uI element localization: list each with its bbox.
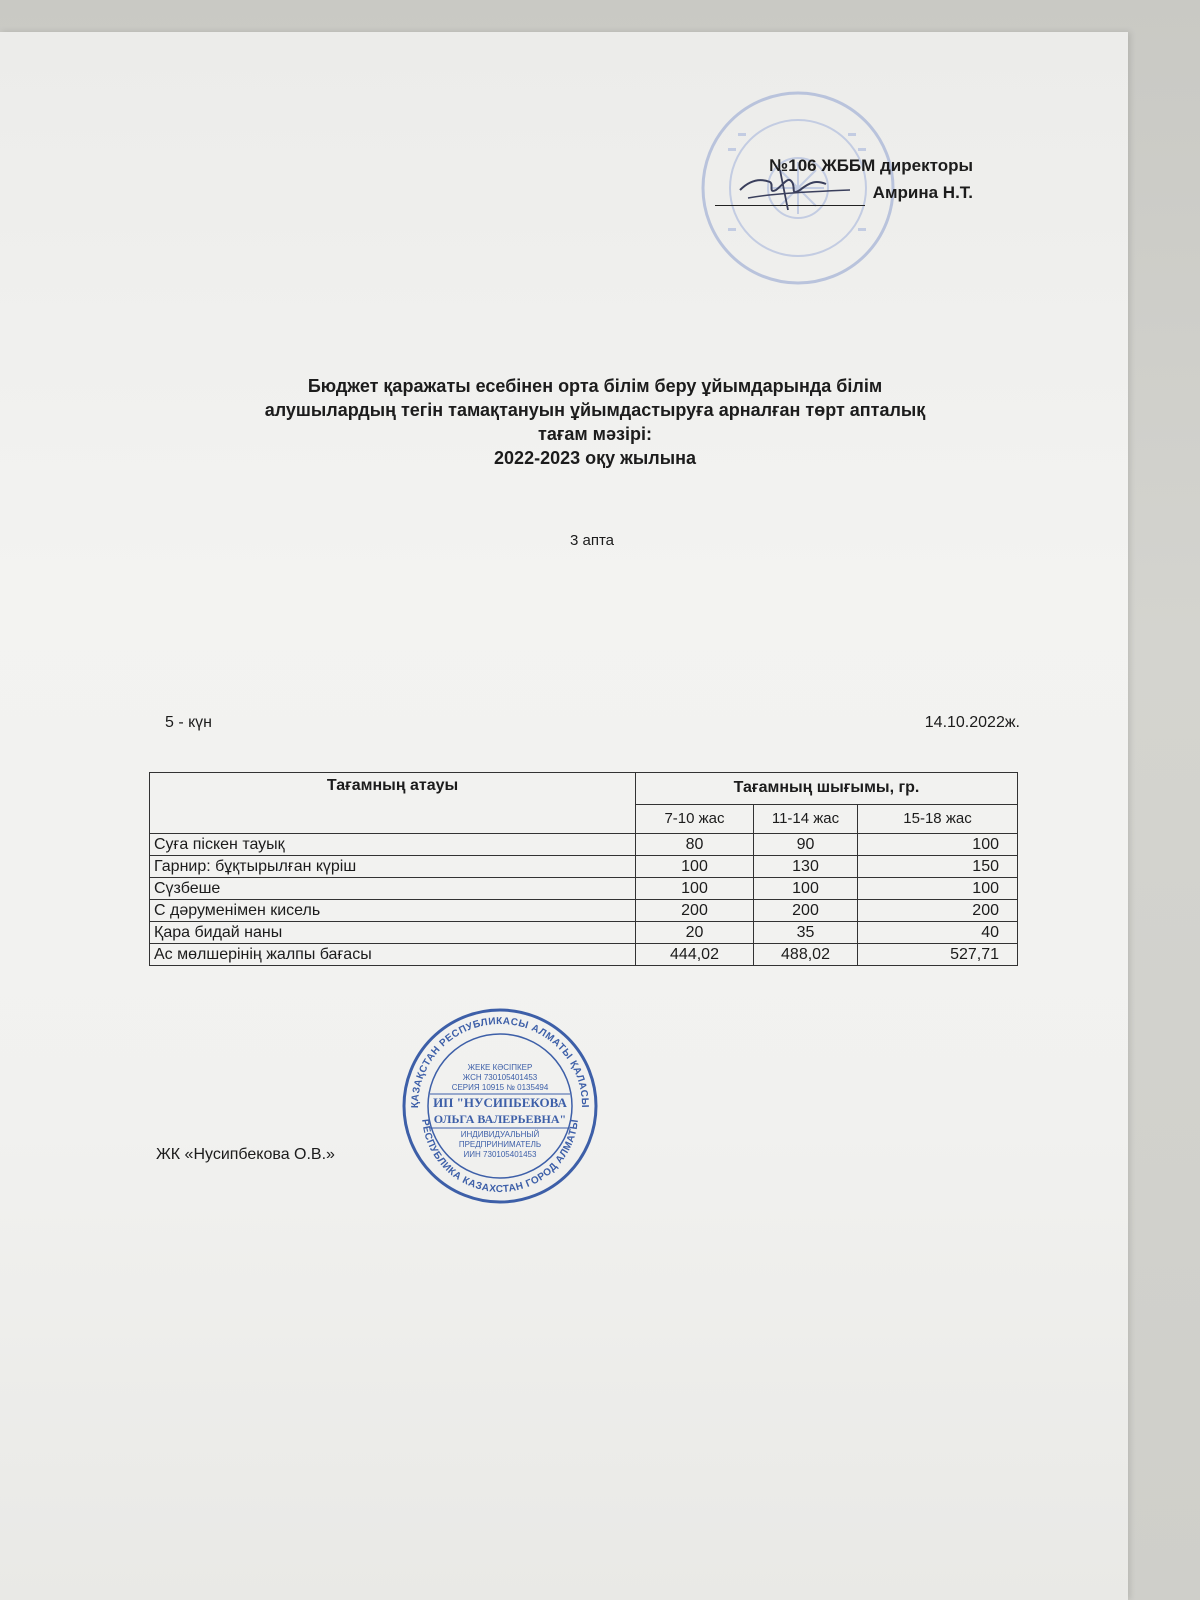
week-label: 3 апта (569, 532, 615, 549)
approval-name: Амрина Н.Т. (872, 183, 973, 202)
col-name-header: Тағамның атауы (150, 773, 636, 834)
stamp-ring-bottom: РЕСПУБЛИКА КАЗАХСТАН ГОРОД АЛМАТЫ (419, 1118, 581, 1196)
age-group-1: 7-10 жас (636, 804, 754, 833)
dish-name: С дәруменімен кисель (150, 900, 636, 922)
stamp-line-2: ЖСН 730105401453 (462, 1073, 538, 1082)
yield-15-18: 200 (858, 900, 1018, 922)
stamp-line-3: СЕРИЯ 10915 № 0135494 (451, 1083, 549, 1092)
yield-7-10: 200 (636, 900, 754, 922)
yield-11-14: 35 (754, 922, 858, 944)
date-label: 14.10.2022ж. (924, 714, 1020, 731)
dish-name: Қара бидай наны (150, 922, 636, 944)
total-7-10: 444,02 (636, 944, 754, 966)
table-row (150, 922, 1018, 944)
total-11-14: 488,02 (754, 944, 858, 966)
total-15-18: 527,71 (858, 944, 1018, 966)
table-row (150, 834, 1018, 856)
yield-7-10: 100 (636, 856, 754, 878)
stamp-line-4: ИП "НУСИПБЕКОВА (433, 1095, 567, 1110)
col-yield-header: Тағамның шығымы, гр. (636, 773, 1018, 805)
stamp-line-7: ПРЕДПРИНИМАТЕЛЬ (458, 1140, 542, 1149)
director-signature (730, 160, 870, 220)
stamp-line-5: ОЛЬГА ВАЛЕРЬЕВНА" (433, 1112, 567, 1126)
yield-11-14: 100 (754, 878, 858, 900)
document-title (140, 374, 1050, 470)
yield-7-10: 20 (636, 922, 754, 944)
yield-15-18: 40 (858, 922, 1018, 944)
stamp-line-8: ИИН 730105401453 (463, 1150, 537, 1159)
table-header-row (150, 773, 1018, 805)
yield-11-14: 130 (754, 856, 858, 878)
title-line-3: тағам мәзірі: (538, 424, 652, 444)
total-label: Ас мөлшерінің жалпы бағасы (150, 944, 636, 966)
stamp-line-1: ЖЕКЕ КӘСІПКЕР (467, 1063, 533, 1072)
dish-name: Суға піскен тауық (150, 834, 636, 856)
yield-15-18: 150 (858, 856, 1018, 878)
yield-15-18: 100 (858, 834, 1018, 856)
stamp-ring-top: ҚАЗАҚСТАН РЕСПУБЛИКАСЫ АЛМАТЫ ҚАЛАСЫ (409, 1015, 591, 1109)
dish-name: Гарнир: бұқтырылған күріш (150, 856, 636, 878)
signer-label: ЖК «Нусипбекова О.В.» (156, 1146, 335, 1163)
title-line-1: Бюджет қаражаты есебінен орта білім беру ұйымдарында білім (307, 376, 883, 396)
yield-7-10: 80 (636, 834, 754, 856)
total-row (150, 944, 1018, 966)
document-page (0, 32, 1128, 1600)
title-line-2: алушылардың тегін тамақтануын ұйымдастыруға арналған төрт апталық (264, 400, 926, 420)
yield-7-10: 100 (636, 878, 754, 900)
age-group-3: 15-18 жас (858, 804, 1018, 833)
approval-title: №106 ЖББМ директоры (769, 156, 973, 175)
menu-table (149, 772, 1018, 966)
table-row (150, 856, 1018, 878)
day-date-row (165, 714, 1020, 732)
yield-15-18: 100 (858, 878, 1018, 900)
yield-11-14: 200 (754, 900, 858, 922)
table-row (150, 900, 1018, 922)
entrepreneur-stamp (400, 1006, 600, 1206)
day-label: 5 - күн (165, 714, 212, 731)
age-group-2: 11-14 жас (754, 804, 858, 833)
dish-name: Сүзбеше (150, 878, 636, 900)
table-row (150, 878, 1018, 900)
yield-11-14: 90 (754, 834, 858, 856)
title-line-4: 2022-2023 оқу жылына (494, 448, 696, 468)
stamp-line-6: ИНДИВИДУАЛЬНЫЙ (460, 1130, 540, 1139)
